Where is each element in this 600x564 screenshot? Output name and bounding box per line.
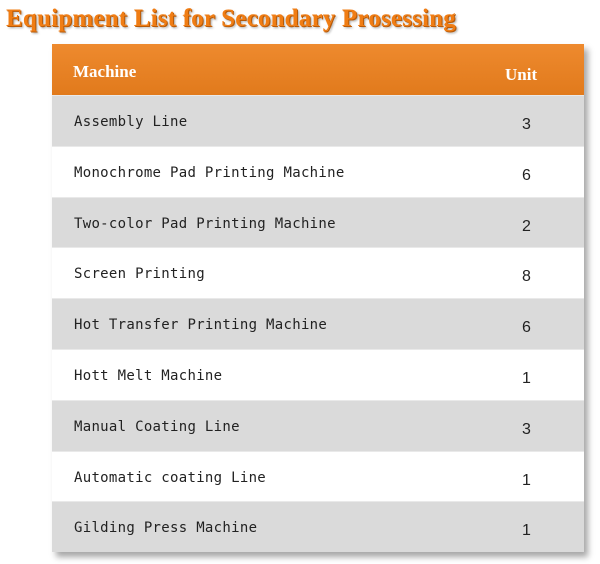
table-row <box>52 146 584 197</box>
table-row <box>52 298 584 349</box>
unit-cell: 1 <box>522 369 531 387</box>
unit-cell: 6 <box>522 319 531 337</box>
table-row <box>52 197 584 248</box>
table-row <box>52 247 584 298</box>
table-row <box>52 501 584 552</box>
machine-cell: Manual Coating Line <box>74 418 240 435</box>
table-row <box>52 451 584 502</box>
unit-cell: 2 <box>522 217 531 235</box>
unit-column-header: Unit <box>505 65 538 84</box>
machine-cell: Screen Printing <box>74 266 205 283</box>
unit-cell: 1 <box>522 471 531 489</box>
table-row <box>52 349 584 400</box>
machine-cell: Assembly Line <box>74 114 188 130</box>
machine-cell: Two-color Pad Printing Machine <box>74 215 336 232</box>
unit-cell: 3 <box>522 116 531 133</box>
unit-cell: 3 <box>522 420 531 438</box>
table-header <box>52 44 584 95</box>
machine-cell: Automatic coating Line <box>74 469 267 486</box>
page-title: Equipment List for Secondary Prosessing <box>6 5 456 32</box>
table-row <box>52 400 584 451</box>
unit-cell: 6 <box>522 166 531 184</box>
machine-cell: Hot Transfer Printing Machine <box>74 317 328 334</box>
table-row <box>52 95 584 146</box>
machine-cell: Hott Melt Machine <box>74 367 223 384</box>
machine-cell: Gilding Press Machine <box>74 520 258 537</box>
machine-column-header: Machine <box>73 62 137 81</box>
unit-cell: 1 <box>522 522 531 540</box>
machine-cell: Monochrome Pad Printing Machine <box>74 164 345 181</box>
equipment-table <box>52 44 584 552</box>
unit-cell: 8 <box>522 268 531 286</box>
